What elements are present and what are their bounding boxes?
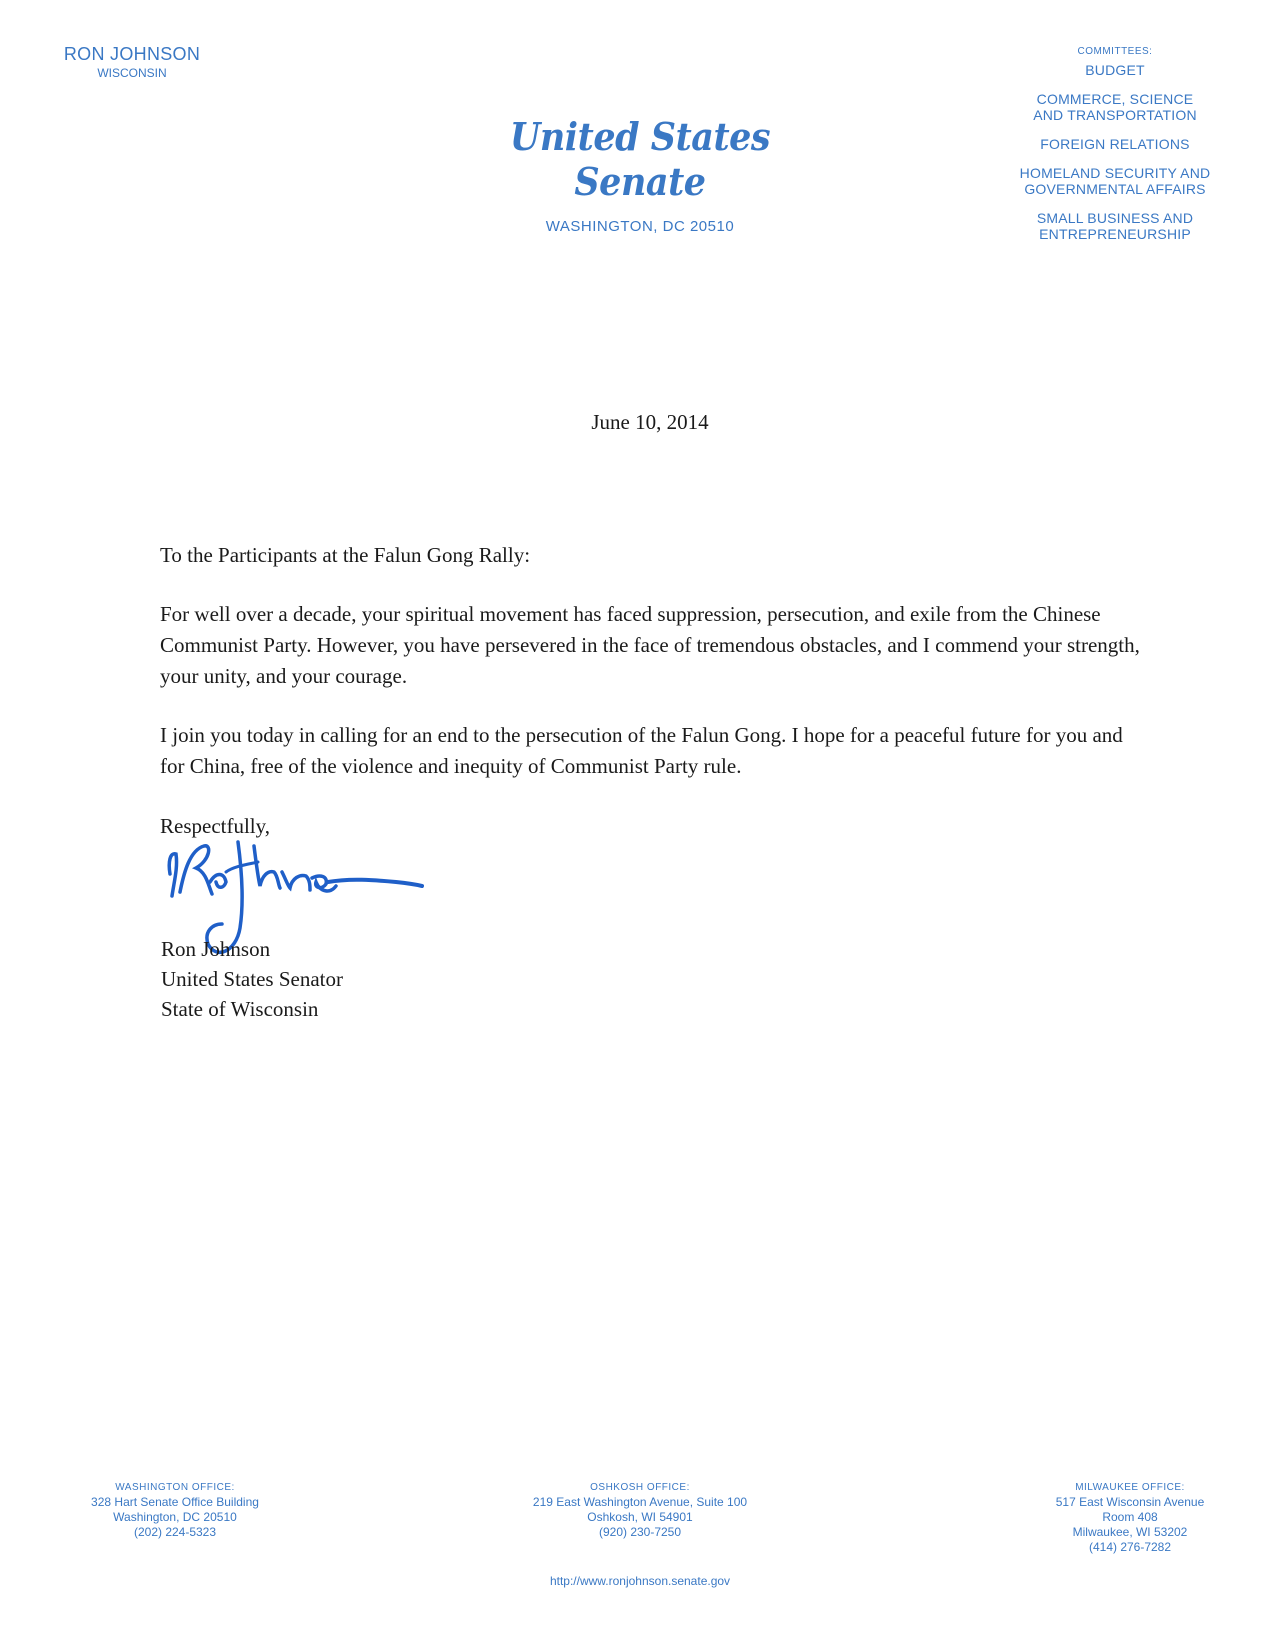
committee-small-business (1000, 210, 1230, 242)
office-city: Milwaukee, WI 53202 (1072, 1525, 1188, 1539)
office-address: 517 East Wisconsin Avenue (1055, 1495, 1205, 1509)
committee-budget (1000, 62, 1230, 78)
office-address: 219 East Washington Avenue, Suite 100 (532, 1495, 748, 1509)
senator-name: RON JOHNSON (63, 44, 201, 64)
committee-line: FOREIGN RELATIONS (1040, 136, 1190, 152)
signer-block (161, 934, 343, 1024)
committee-line: BUDGET (1085, 62, 1145, 78)
letter-date: June 10, 2014 (591, 410, 709, 434)
committee-line: AND TRANSPORTATION (1033, 107, 1197, 123)
signer-name: Ron Johnson (161, 937, 271, 961)
committees-label: COMMITTEES: (1077, 46, 1153, 57)
office-room: Room 408 (1102, 1510, 1158, 1524)
paragraph: For well over a decade, your spiritual movement has faced suppression, persecution, and exile from the Chinese Communist Party. However, you have persevered in the face of tremendous obstacles, and I commend your strength, your unity, and your courage. (160, 602, 1140, 688)
senator-block (54, 44, 210, 80)
committee-foreign-relations (1000, 136, 1230, 152)
office-label: MILWAUKEE OFFICE: (1075, 1482, 1185, 1493)
office-phone: (414) 276-7282 (1088, 1540, 1172, 1554)
salutation: To the Participants at the Falun Gong Rally: (160, 543, 531, 567)
signer-state: State of Wisconsin (161, 997, 319, 1021)
letterhead-title: United States Senate (509, 114, 771, 204)
office-phone: (920) 230-7250 (598, 1525, 682, 1539)
milwaukee-office (1020, 1480, 1240, 1555)
closing: Respectfully, (160, 814, 271, 838)
office-label: WASHINGTON OFFICE: (115, 1482, 235, 1493)
senator-state: WISCONSIN (97, 66, 167, 80)
washington-office (60, 1480, 290, 1540)
committee-line: GOVERNMENTAL AFFAIRS (1024, 181, 1206, 197)
committee-line: HOMELAND SECURITY AND (1019, 165, 1211, 181)
signer-title: United States Senator (161, 967, 343, 991)
office-label: OSHKOSH OFFICE: (590, 1482, 690, 1493)
website-url: http://www.ronjohnson.senate.gov (549, 1574, 731, 1588)
letterhead-city: WASHINGTON, DC 20510 (545, 218, 735, 235)
oshkosh-office (500, 1480, 780, 1540)
committee-line: SMALL BUSINESS AND (1036, 210, 1194, 226)
committees-list (1000, 46, 1230, 255)
committee-line: COMMERCE, SCIENCE (1036, 91, 1194, 107)
paragraph: I join you today in calling for an end to the persecution of the Falun Gong. I hope for a peaceful future for you and for China, free of the violence and inequity of Communist Party rule. (160, 723, 1123, 778)
office-city: Washington, DC 20510 (113, 1510, 237, 1524)
committee-line: ENTREPRENEURSHIP (1039, 226, 1191, 242)
office-address: 328 Hart Senate Office Building (91, 1495, 259, 1509)
committee-commerce (1000, 91, 1230, 123)
letter-body (160, 540, 1150, 810)
committee-homeland-security (1000, 165, 1230, 197)
office-phone: (202) 224-5323 (133, 1525, 217, 1539)
letterhead (440, 114, 840, 235)
office-city: Oshkosh, WI 54901 (587, 1510, 693, 1524)
